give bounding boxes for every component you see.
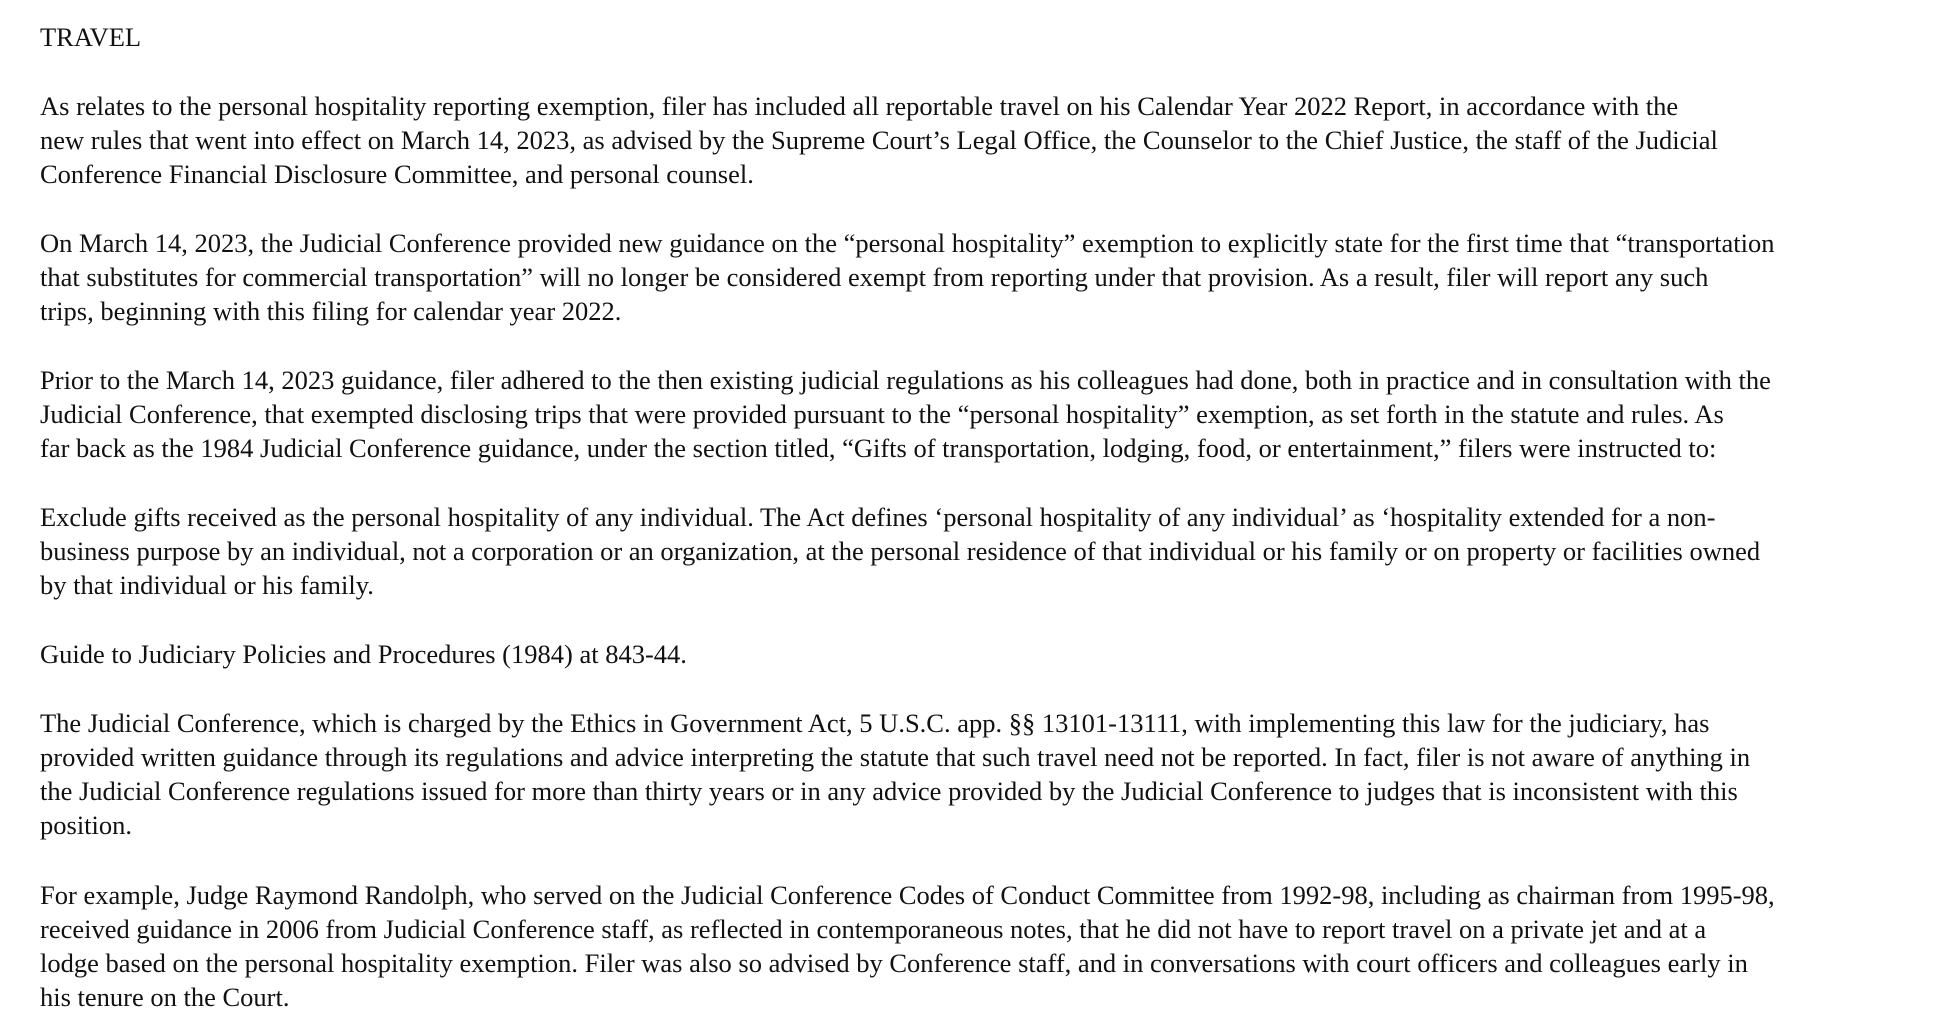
paragraph-new-guidance: On March 14, 2023, the Judicial Conference provided new guidance on the “personal hospitality” exemption to explicitly state for the first time that “transportation that substitutes for commercial transportation” will no longer be considered exempt from reporting under that provision. As a result, filer will report any such trips, beginning with this filing for calendar year 2022. [40,228,1775,326]
paragraph-citation: Guide to Judiciary Policies and Procedures (1984) at 843-44. [40,639,687,669]
paragraph-quoted-exclusion: Exclude gifts received as the personal hospitality of any individual. The Act defines ‘personal hospitality of any individual’ as ‘hospitality extended for a non- business purpose by an individual, not a corporation or an organization, at the personal residence of that individual or his family or on property or facilities owned by that individual or his family. [40,502,1761,600]
paragraph-judicial-conference: The Judicial Conference, which is charged by the Ethics in Government Act, 5 U.S.C. app. §§ 13101-13111, with implementing this law for the judiciary, has provided written guidance through its regulations and advice interpreting the statute that such travel need not be reported. In fact, filer is not aware of anything in the Judicial Conference regulations issued for more than thirty years or in any advice provided by the Judicial Conference to judges that is inconsistent with this position. [40,708,1751,840]
paragraph-reporting-exemption: As relates to the personal hospitality reporting exemption, filer has included all reportable travel on his Calendar Year 2022 Report, in accordance with the new rules that went into effect on March 14, 2023, as advised by the Supreme Court’s Legal Office, the Counselor to the Chief Justice, the staff of the Judicial Conference Financial Disclosure Committee, and personal counsel. [40,91,1718,189]
paragraph-prior-guidance: Prior to the March 14, 2023 guidance, filer adhered to the then existing judicial regulations as his colleagues had done, both in practice and in consultation with the Judicial Conference, that exempted disclosing trips that were provided pursuant to the “personal hospitality” exemption, as set forth in the statute and rules. As far back as the 1984 Judicial Conference guidance, under the section titled, “Gifts of transportation, lodging, food, or entertainment,” filers were instructed to: [40,365,1771,463]
paragraph-example-randolph: For example, Judge Raymond Randolph, who served on the Judicial Conference Codes of Conduct Committee from 1992-98, including as chairman from 1995-98, received guidance in 2006 from Judicial Conference staff, as reflected in contemporaneous notes, that he did not have to report travel on a private jet and at a lodge based on the personal hospitality exemption. Filer was also so advised by Conference staff, and in conversations with court officers and colleagues early in his tenure on the Court. [40,880,1775,1012]
section-heading: TRAVEL [40,22,142,52]
